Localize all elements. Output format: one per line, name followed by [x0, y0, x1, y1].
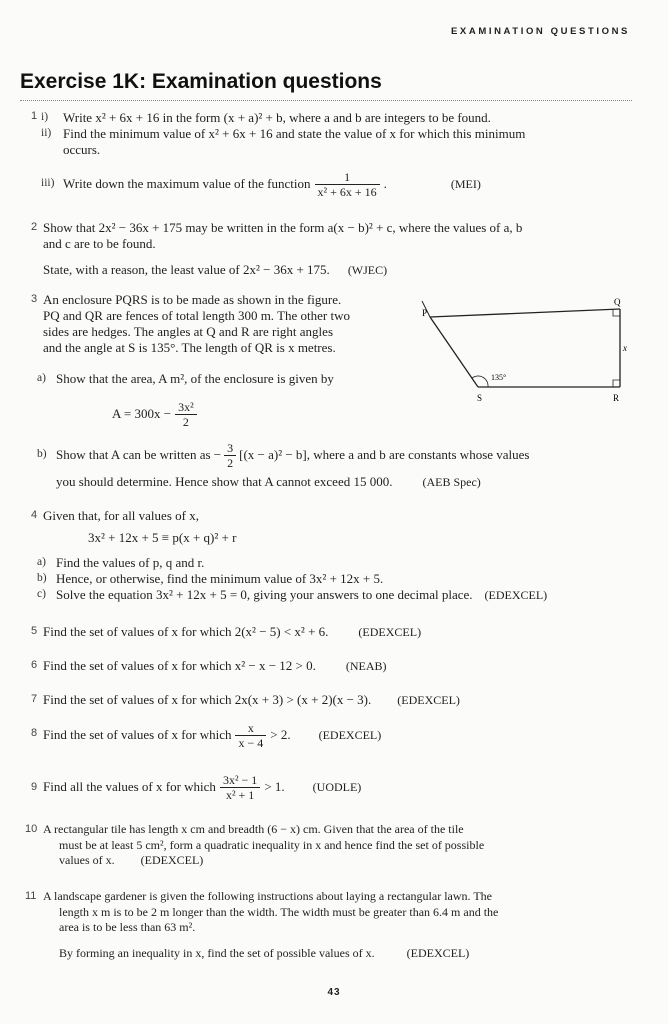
q4-part-b-text: Hence, or otherwise, find the minimum value of 3x² + 12x + 5. [56, 571, 384, 586]
q3-part-b-label: b) [37, 448, 47, 460]
label-s: S [477, 393, 483, 403]
question-number-2: 2 [31, 221, 38, 233]
q3-part-b-line2-text: you should determine. Hence show that A cannot exceed 15 000. [56, 474, 393, 489]
q3-formula-denominator: 2 [182, 414, 189, 429]
q4-part-c-text: Solve the equation 3x² + 12x + 5 = 0, giving your answers to one decimal place. [56, 587, 473, 602]
q3-part-b-pre: Show that A can be written as − [56, 447, 222, 462]
q1-part-iii-text: Write down the maximum value of the function [63, 176, 311, 191]
q1-fraction-denominator: x² + 6x + 16 [317, 184, 377, 199]
q9-text: Find all the values of x for which [43, 779, 216, 794]
page-number: 43 [327, 987, 341, 998]
q2-line3-text: State, with a reason, the least value of 2x² − 36x + 175. [43, 262, 330, 277]
q1-fraction-numerator: 1 [315, 170, 380, 185]
label-p: P [422, 308, 428, 318]
q6-text: Find the set of values of x for which x² − x − 12 > 0. [43, 658, 316, 673]
q7-source: (EDEXCEL) [397, 693, 460, 707]
q4-part-c [56, 587, 547, 603]
q8-tail: > 2. [270, 727, 291, 742]
label-q: Q [614, 297, 621, 307]
q4-intro: Given that, for all values of x, [43, 508, 199, 523]
q1-part-ii-label: ii) [41, 127, 52, 139]
side-sp [430, 317, 478, 387]
q10-line2: must be at least 5 cm², form a quadratic inequality in x and hence find the set of possible [59, 838, 485, 852]
q10-source: (EDEXCEL) [140, 853, 204, 867]
q1-part-ii-line1: Find the minimum value of x² + 6x + 16 and state the value of x for which this minimum [63, 126, 526, 141]
q3-area-formula [112, 395, 197, 433]
q4-source: (EDEXCEL) [484, 588, 548, 602]
q3-part-b-numerator: 3 [224, 441, 236, 456]
q5-source: (EDEXCEL) [358, 625, 422, 639]
q4-part-b-label: b) [37, 572, 47, 584]
q9-fraction [220, 773, 260, 802]
question-number-1: 1 [31, 110, 38, 122]
q11-line3: area is to be less than 63 m². [59, 920, 196, 934]
q1-part-iii-label: iii) [41, 177, 55, 189]
enclosure-figure [420, 295, 632, 407]
q3-line-2: PQ and QR are fences of total length 300 m. The other two [43, 308, 350, 323]
q3-source: (AEB Spec) [422, 475, 481, 489]
question-number-3: 3 [31, 293, 38, 305]
q7-text: Find the set of values of x for which 2x(x + 3) > (x + 2)(x − 3). [43, 692, 372, 707]
q1-part-ii-line2: occurs. [63, 142, 101, 157]
question-number-11: 11 [25, 890, 37, 902]
question-number-9: 9 [31, 781, 38, 793]
question-number-8: 8 [31, 727, 38, 739]
q11-line2: length x m is to be 2 m longer than the width. The width must be greater than 6.4 m and the [59, 905, 499, 919]
q8-fraction-denominator: x − 4 [238, 735, 264, 750]
q8-fraction-numerator: x [235, 721, 266, 736]
q6-source: (NEAB) [345, 659, 387, 673]
running-head: EXAMINATION QUESTIONS [451, 26, 630, 37]
question-number-6: 6 [31, 659, 38, 671]
right-angle-r [613, 380, 620, 387]
q2-line3 [43, 262, 387, 278]
question-number-7: 7 [31, 693, 38, 705]
q9-line [43, 768, 361, 806]
q9-source: (UODLE) [312, 780, 362, 794]
q2-source: (WJEC) [347, 263, 388, 277]
q10-line3-text: values of x. [59, 853, 115, 867]
q3-line-4: and the angle at S is 135°. The length of QR is x metres. [43, 340, 336, 355]
q9-fraction-numerator: 3x² − 1 [220, 773, 260, 788]
q8-line [43, 716, 381, 754]
q4-part-a-text: Find the values of p, q and r. [56, 555, 205, 570]
q8-text: Find the set of values of x for which [43, 727, 232, 742]
q5-line [43, 624, 421, 640]
q3-part-b-denominator: 2 [227, 455, 234, 470]
q3-formula-numerator: 3x² [175, 400, 197, 415]
q3-part-a-label: a) [37, 372, 46, 384]
q3-formula-fraction [175, 400, 197, 429]
q2-line2: and c are to be found. [43, 236, 156, 251]
q9-tail: > 1. [264, 779, 285, 794]
q1-part-i-label: i) [41, 111, 49, 123]
q3-line-1: An enclosure PQRS is to be made as shown in the figure. [43, 292, 342, 307]
q5-text: Find the set of values of x for which 2(x² − 5) < x² + 6. [43, 624, 329, 639]
q3-part-b-post: [(x − a)² − b], where a and b are constants whose values [239, 447, 530, 462]
q9-fraction-denominator: x² + 1 [225, 787, 255, 802]
q1-part-i-text: Write x² + 6x + 16 in the form (x + a)² + b, where a and b are integers to be found. [63, 110, 491, 125]
label-r: R [613, 393, 620, 403]
q4-part-a-label: a) [37, 556, 46, 568]
q3-part-b [56, 436, 529, 474]
label-x: x [623, 343, 627, 353]
question-number-4: 4 [31, 509, 38, 521]
side-pq [430, 309, 620, 317]
question-number-10: 10 [25, 823, 38, 835]
q4-identity: 3x² + 12x + 5 ≡ p(x + q)² + r [88, 530, 237, 545]
q3-line-3: sides are hedges. The angles at Q and R are right angles [43, 324, 333, 339]
q1-fraction [315, 170, 380, 199]
page-title: Exercise 1K: Examination questions [20, 70, 382, 93]
q2-line1: Show that 2x² − 36x + 175 may be written in the form a(x − b)² + c, where the values of a, b [43, 220, 523, 235]
right-angle-q [613, 309, 620, 316]
q8-fraction [235, 721, 266, 750]
q8-source: (EDEXCEL) [318, 728, 382, 742]
q7-line [43, 692, 460, 708]
q10-line3 [59, 853, 203, 868]
q3-part-b-line2 [56, 474, 481, 490]
q11-line4: By forming an inequality in x, find the set of possible values of x. [59, 946, 375, 960]
question-number-5: 5 [31, 625, 38, 637]
q3-formula-lhs: A = 300x − [112, 406, 172, 421]
q4-part-c-label: c) [37, 588, 46, 600]
label-angle: 135° [491, 373, 507, 382]
q11-line4-row [59, 946, 469, 961]
q6-line [43, 658, 387, 674]
q3-part-a-text: Show that the area, A m², of the enclosure is given by [56, 371, 334, 386]
q11-source: (EDEXCEL) [406, 946, 470, 960]
title-rule [20, 100, 632, 101]
q3-part-b-fraction [224, 441, 236, 470]
q11-line1: A landscape gardener is given the following instructions about laying a rectangular lawn. The [43, 889, 492, 903]
q10-line1: A rectangular tile has length x cm and breadth (6 − x) cm. Given that the area of the tile [43, 822, 464, 836]
q1-part-iii: Write down the maximum value of the function $\frac{1}{\text{x² + 6x + 16}}$ . (MEI) [63, 169, 481, 199]
q1-source: (MEI) [450, 177, 481, 191]
